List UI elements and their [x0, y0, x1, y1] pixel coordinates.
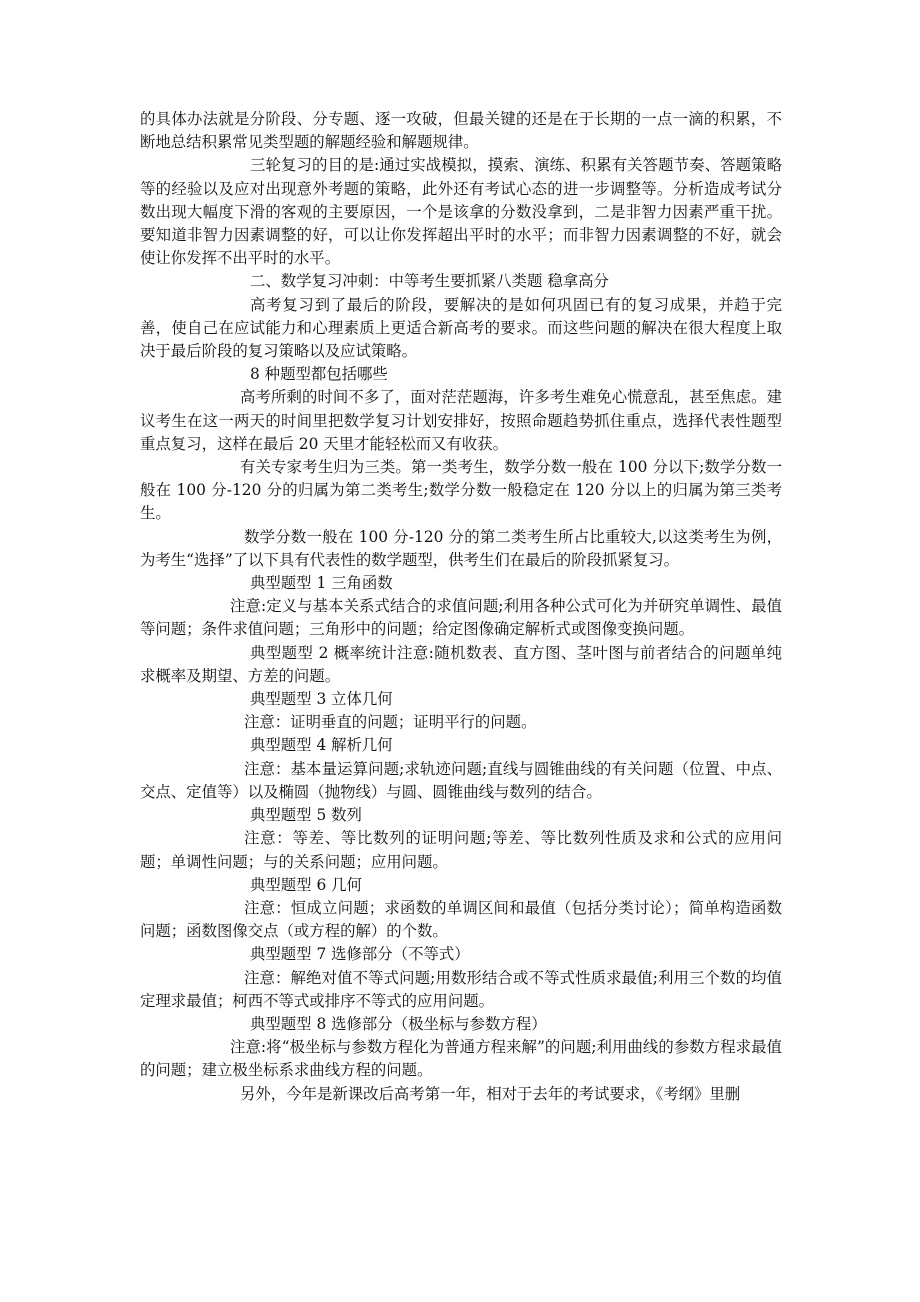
- paragraph-3: 高考复习到了最后的阶段，要解决的是如何巩固已有的复习成果，并趋于完善，使自己在应试能力和心理素质上更适合新高考的要求。而这些问题的解决在很大程度上取决于最后阶段的复习策略以及应试策略。: [140, 295, 782, 361]
- type-7-heading: 典型题型 7 选修部分（不等式）: [250, 945, 470, 964]
- document-page: [140, 108, 782, 1106]
- type-7-note: 注意：解绝对值不等式问题;用数形结合或不等式性质求最值;利用三个数的均值定理求最值；柯西不等式或排序不等式的应用问题。: [140, 968, 782, 1010]
- type-8-note: 注意:将“极坐标与参数方程化为普通方程来解”的问题;利用曲线的参数方程求最值的问题；建立极坐标系求曲线方程的问题。: [140, 1038, 782, 1080]
- paragraph-1: 的具体办法就是分阶段、分专题、逐一攻破，但最关键的还是在于长期的一点一滴的积累，不断地总结积累常见类型题的解题经验和解题规律。: [140, 110, 782, 152]
- paragraph-6: 数学分数一般在 100 分-120 分的第二类考生所占比重较大,以这类考生为例，为考生“选择”了以下具有代表性的数学题型，供考生们在最后的阶段抓紧复习。: [140, 527, 782, 569]
- type-3-note: 注意：证明垂直的问题；证明平行的问题。: [244, 713, 537, 732]
- type-2-heading: 典型题型 2 概率统计注意:随机数表、直方图、茎叶图与前者结合的问题单纯求概率及期望、方差的问题。: [140, 643, 782, 685]
- paragraph-4: 高考所剩的时间不多了，面对茫茫题海，许多考生难免心慌意乱，甚至焦虑。建议考生在这一两天的时间里把数学复习计划安排好，按照命题趋势抓住重点，选择代表性题型重点复习，这样在最后 20 天里才能轻松而又有收获。: [140, 388, 782, 453]
- type-8-heading: 典型题型 8 选修部分（极坐标与参数方程）: [250, 1014, 547, 1033]
- paragraph-2: 三轮复习的目的是:通过实战模拟，摸索、演练、积累有关答题节奏、答题策略等的经验以及应对出现意外考题的策略，此外还有考试心态的进一步调整等。分析造成考试分数出现大幅度下滑的客观的主要原因，一个是该拿的分数没拿到，二是非智力因素严重干扰。要知道非智力因素调整的好，可以让你发挥超出平时的水平；而非智力因素调整的不好，就会使让你发挥不出平时的水平。: [140, 156, 782, 268]
- paragraph-final: 另外，今年是新课改后高考第一年，相对于去年的考试要求，《考纲》里删: [240, 1084, 741, 1103]
- type-4-note: 注意：基本量运算问题;求轨迹问题;直线与圆锥曲线的有关问题（位置、中点、交点、定值等）以及椭圆（抛物线）与圆、圆锥曲线与数列的结合。: [140, 759, 782, 801]
- paragraph-5: 有关专家考生归为三类。第一类考生，数学分数一般在 100 分以下;数学分数一般在 100 分-120 分的归属为第二类考生;数学分数一般稳定在 120 分以上的归属为第三类考生。: [140, 458, 782, 523]
- type-6-heading: 典型题型 6 几何: [250, 875, 362, 894]
- type-4-heading: 典型题型 4 解析几何: [250, 736, 393, 755]
- type-5-heading: 典型题型 5 数列: [250, 806, 362, 825]
- type-3-heading: 典型题型 3 立体几何: [250, 690, 393, 709]
- section-heading-2: 二、数学复习冲刺：中等考生要抓紧八类题 稳拿高分: [250, 272, 609, 291]
- subheading-8-types: 8 种题型都包括哪些: [250, 365, 388, 384]
- type-6-note: 注意：恒成立问题；求函数的单调区间和最值（包括分类讨论）；简单构造函数问题；函数图像交点（或方程的解）的个数。: [140, 898, 782, 941]
- type-1-heading: 典型题型 1 三角函数: [250, 574, 393, 593]
- type-5-note: 注意：等差、等比数列的证明问题;等差、等比数列性质及求和公式的应用问题；单调性问题；与的关系问题；应用问题。: [140, 829, 782, 871]
- type-1-note: 注意:定义与基本关系式结合的求值问题;利用各种公式可化为并研究单调性、最值等问题；条件求值问题；三角形中的问题；给定图像确定解析式或图像变换问题。: [140, 597, 782, 639]
